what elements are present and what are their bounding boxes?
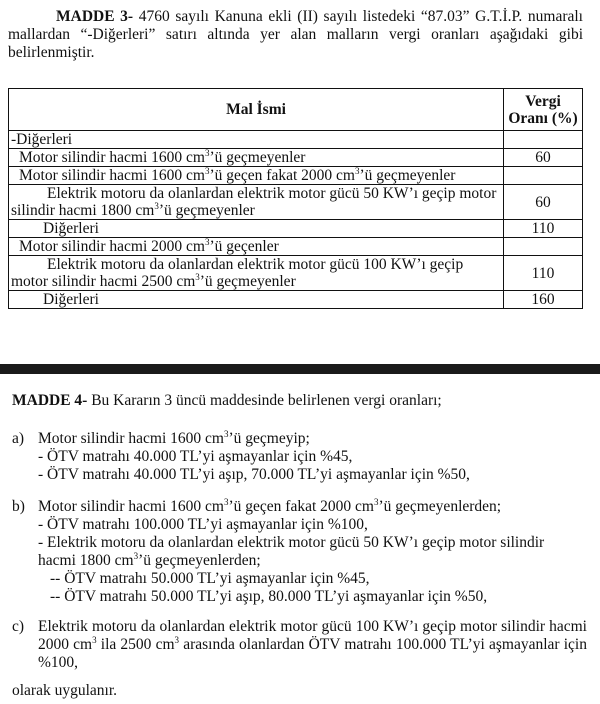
- item-letter: a): [12, 430, 25, 447]
- item-a-line: - ÖTV matrahı 40.000 TL’yi aşmayanlar için %45,: [38, 448, 353, 465]
- closing-text: olarak uygulanır.: [12, 682, 118, 699]
- row-name-text: ’ü geçenler: [209, 238, 279, 255]
- header-mal-ismi: Mal İsmi: [9, 89, 504, 131]
- item-c-body: [12, 618, 587, 672]
- list-item-a: [12, 430, 587, 484]
- row-name: Diğerleri: [9, 291, 504, 309]
- item-c-text: [38, 618, 587, 672]
- item-b-line: -- ÖTV matrahı 50.000 TL’yi aşmayanlar için %45,: [50, 570, 370, 587]
- row-name: [9, 149, 504, 167]
- item-text: ’ü geçmeyenlerden;: [138, 552, 261, 569]
- row-name-text: Elektrik motoru da olanlardan elektrik motor gücü 100 KW’ı geçip motor silindir hacmi 2500 cm: [11, 256, 464, 290]
- table-row: [9, 220, 583, 238]
- madde-4-label: MADDE 4-: [12, 392, 88, 409]
- madde-3-label: MADDE 3-: [56, 8, 134, 25]
- superscript: 3: [154, 201, 159, 211]
- item-a-line: - ÖTV matrahı 40.000 TL’yi aşıp, 70.000 TL’yi aşmayanlar için %50,: [38, 466, 470, 483]
- header-vergi-orani: Vergi Oranı (%): [504, 89, 583, 131]
- row-rate: [504, 167, 583, 185]
- row-name-text: ’ü geçen fakat 2000 cm: [209, 167, 355, 184]
- row-name-text: ’ü geçmeyenler: [359, 167, 456, 184]
- row-name-text: Motor silindir hacmi 1600 cm: [19, 167, 205, 184]
- item-b-line: - Elektrik motoru da olanlardan elektrik motor gücü 50 KW’ı geçip motor silindir: [38, 534, 545, 551]
- item-text: arasında olanlardan ÖTV matrahı 100.000 TL’yi aşmayanlar için %100,: [38, 636, 587, 671]
- item-b-heading: [38, 498, 587, 516]
- row-rate: 110: [504, 256, 583, 291]
- table-row: [9, 238, 583, 256]
- tax-rate-table: [8, 88, 583, 309]
- row-name: [9, 167, 504, 185]
- item-text: Motor silindir hacmi 1600 cm: [38, 430, 224, 447]
- item-b-head: [12, 498, 587, 516]
- row-rate: 60: [504, 185, 583, 220]
- superscript: 3: [174, 635, 180, 645]
- row-rate: 160: [504, 291, 583, 309]
- row-rate: 110: [504, 220, 583, 238]
- table-row: [9, 167, 583, 185]
- item-a-heading: [38, 430, 587, 448]
- item-b-line: -- ÖTV matrahı 50.000 TL’yi aşıp, 80.000 TL’yi aşmayanlar için %50,: [50, 588, 488, 605]
- superscript: 3: [195, 272, 200, 282]
- row-name-text: ’ü geçmeyenler: [199, 273, 296, 290]
- item-letter: c): [12, 618, 25, 635]
- madde-3-section: [0, 0, 600, 350]
- item-text: ’ü geçmeyip;: [228, 430, 310, 447]
- madde-4-text: Bu Kararın 3 üncü maddesinde belirlenen vergi oranları;: [87, 392, 442, 409]
- row-name-text: ’ü geçmeyenler: [158, 202, 255, 219]
- table-row: [9, 185, 583, 220]
- item-b-line: - ÖTV matrahı 100.000 TL’yi aşmayanlar için %100,: [38, 516, 368, 533]
- table-row: [9, 149, 583, 167]
- row-name: Diğerleri: [9, 220, 504, 238]
- item-text: Motor silindir hacmi 1600 cm: [38, 498, 224, 515]
- superscript: 3: [223, 429, 229, 439]
- superscript: 3: [354, 166, 360, 176]
- item-text: Elektrik motoru da olanlardan elektrik motor gücü 100 KW’ı geçip motor silindir hacmi 2000 cm: [38, 618, 587, 653]
- superscript: 3: [92, 635, 97, 645]
- row-rate: 60: [504, 149, 583, 167]
- superscript: 3: [223, 497, 229, 507]
- item-a-head: [12, 430, 587, 448]
- superscript: 3: [133, 551, 139, 561]
- item-text: ila 2500 cm: [96, 636, 175, 653]
- row-rate: [504, 131, 583, 149]
- row-name-text: ’ü geçmeyenler: [209, 149, 306, 166]
- superscript: 3: [204, 166, 210, 176]
- row-name: [9, 256, 504, 291]
- table-row: [9, 291, 583, 309]
- row-name: -Diğerleri: [9, 131, 504, 149]
- superscript: 3: [373, 497, 379, 507]
- row-name-text: Motor silindir hacmi 1600 cm: [19, 149, 205, 166]
- madde-3-text: 4760 sayılı Kanuna ekli (II) sayılı listedeki “87.03” G.T.İ.P. numaralı mallardan “-Diğerleri” satırı altında yer alan malların vergi oranları aşağıdaki gibi belirlenmiştir.: [8, 8, 583, 61]
- item-text: ’ü geçmeyenlerden;: [378, 498, 502, 515]
- list-item-b: [12, 498, 587, 606]
- list-item-c: [12, 618, 587, 672]
- page-separator-bar: [0, 364, 600, 374]
- madde-4-heading: [12, 392, 442, 410]
- superscript: 3: [204, 148, 210, 158]
- item-text: hacmi 1800 cm: [38, 552, 134, 569]
- table-row: [9, 131, 583, 149]
- superscript: 3: [204, 237, 210, 247]
- item-b-line: [12, 552, 587, 570]
- row-name: [9, 185, 504, 220]
- row-name-text: Motor silindir hacmi 2000 cm: [19, 238, 205, 255]
- item-letter: b): [12, 498, 25, 515]
- row-name: [9, 238, 504, 256]
- madde-3-paragraph: [8, 8, 583, 62]
- item-text: ’ü geçen fakat 2000 cm: [228, 498, 374, 515]
- row-name-text: Elektrik motoru da olanlardan elektrik motor gücü 50 KW’ı geçip motor silindir hacmi 1800 cm: [11, 185, 497, 219]
- table-row: [9, 256, 583, 291]
- row-rate: [504, 238, 583, 256]
- table-header-row: [9, 89, 583, 131]
